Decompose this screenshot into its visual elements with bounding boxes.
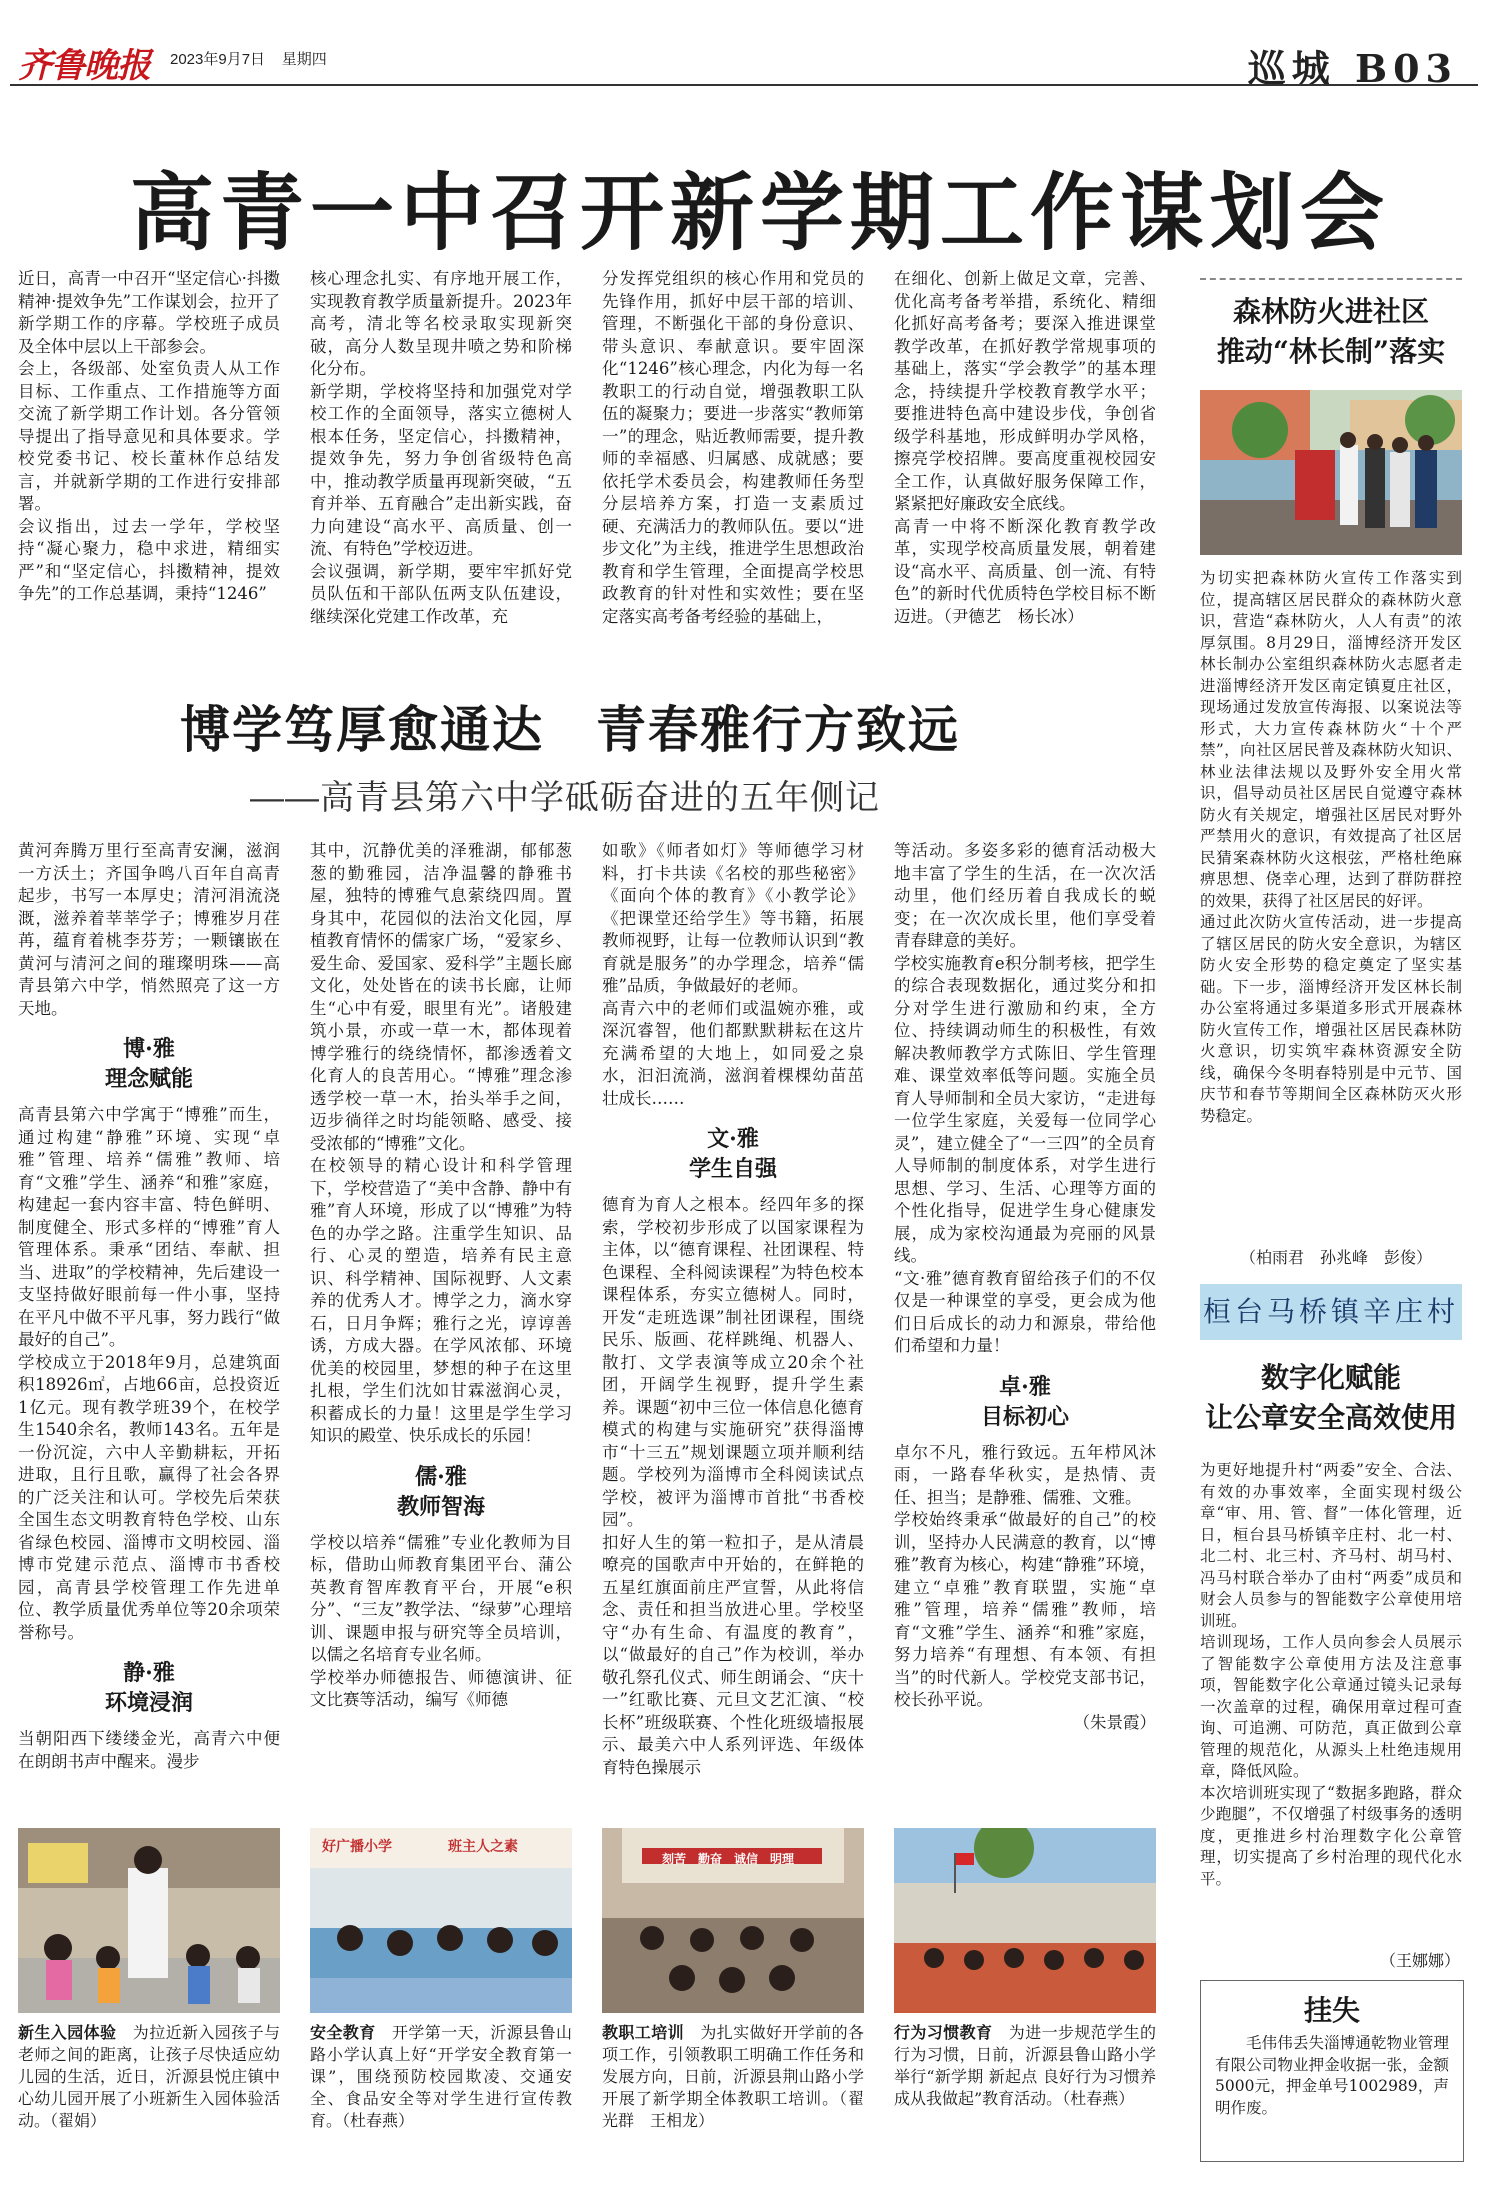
lost-notice-title: 挂失 bbox=[1303, 1994, 1360, 2027]
sidebar1-headline bbox=[1200, 292, 1462, 372]
photo-behavior-education bbox=[894, 1828, 1156, 2013]
sidebar2-byline: （王娜娜） bbox=[1380, 1951, 1461, 1970]
sidebar1-text: 为切实把森林防火宣传工作落实到位，提高辖区居民群众的森林防火意识，营造“森林防火，人人有责”的浓厚氛围。8月29日，淄博经济开发区林长制办公室组织森林防火志愿者走进淄博经济开发区南定镇夏庄社区，现场通过发放宣传海报、以案说法等形式，大力宣传森林防火“十个严禁”，向社区居民普及森林防火知识、林业法律法规以及野外安全用火常识，倡导动员社区居民自觉遵守森林防火有关规定，增强社区居民对野外严禁用火的意识，有效提高了社区居民猜案森林防火这根弦，严格杜绝麻痹思想、侥幸心理，达到了群防群控的效果，获得了社区居民的好评。 通过此次防火宣传活动，进一步提高了辖区居民的防火安全意识，为辖区防火安全形势的稳定奠定了坚实基础。下一步，淄博经济开发区林长制办公室将通过多渠道多形式开展森林防火宣传工作，增强社区居民森林防火意识，切实筑牢森林资源安全防线，确保今冬明春特别是中元节、国庆节和春节等期间全区森林防灭火形势稳定。 bbox=[1200, 569, 1462, 1125]
sidebar2-label-box: 桓台马桥镇辛庄村 bbox=[1200, 1284, 1462, 1340]
section-title-text: 静·雅 bbox=[123, 1660, 175, 1686]
sidebar2-headline bbox=[1200, 1358, 1462, 1438]
training-banner: 刻苦 勤奋 诚信 明理 bbox=[662, 1852, 795, 1866]
section-subtitle-text: 环境浸润 bbox=[104, 1690, 193, 1716]
issue-date bbox=[170, 48, 327, 69]
section-heading bbox=[894, 1372, 1156, 1432]
lost-notice-text: 毛伟伟丢失淄博通乾物业管理有限公司物业押金收据一张，金额5000元，押金单号1002989，声明作废。 bbox=[1215, 2034, 1449, 2117]
masthead-rule bbox=[10, 84, 1478, 86]
caption-title: 教职工培训 bbox=[602, 2023, 684, 2042]
article2-col2 bbox=[310, 840, 572, 1712]
section-heading bbox=[18, 1034, 280, 1094]
section-title-text: 儒·雅 bbox=[415, 1463, 467, 1490]
caption-byline: （翟娟） bbox=[50, 2111, 107, 2130]
weekday-text: 星期四 bbox=[281, 51, 327, 68]
section-subtitle-text: 目标初心 bbox=[980, 1403, 1069, 1430]
article2-col1 bbox=[18, 840, 280, 1773]
section-subtitle-text: 教师智海 bbox=[396, 1493, 485, 1520]
classroom-banner: 好广播小学 班主人之素 bbox=[322, 1839, 518, 1855]
article2-col3-text: 如歌》《师者如灯》等师德学习材料，打卡共读《名校的那些秘密》《面向个体的教育》《小教学论》《把课堂还给学生》等书籍，拓展教师视野，让每一位教师认识到“教育就是服务”的办学理念，培养“儒雅”品质，争做最好的老师。 高青六中的老师们或温婉亦雅，或深沉睿智，他们都默默耕耘在这片充满希望的大地上，如同爱之泉水，汩汩流淌，滋润着棵棵幼苗茁壮成长…… bbox=[602, 841, 864, 1108]
photo-teacher-training bbox=[602, 1828, 864, 2013]
article2-subhead: ——高青县第六中学砥砺奋进的五年侧记 bbox=[250, 779, 880, 817]
sidebar-divider bbox=[1200, 278, 1462, 280]
photo-kindergarten bbox=[18, 1828, 280, 2013]
caption-byline: （翟光群 王相龙） bbox=[602, 2089, 864, 2130]
photo-caption bbox=[18, 2022, 280, 2132]
caption-title: 行为习惯教育 bbox=[894, 2023, 993, 2042]
article1-col3: 分发挥党组织的核心作用和党员的先锋作用，抓好中层干部的培训、管理，不断强化干部的身份意识、带头意识、奉献意识。要牢固深化“1246”核心理念，内化为每一名教职工的行动自觉，增强教职工队伍的凝聚力；要进一步落实“教师第一”的理念，贴近教师需要，提升教师的幸福感、归属感、成就感；要依托学术委员会，构建教师任务型分层培养方案，打造一支素质过硬、充满活力的教师队伍。要以“进步文化”为主线，推进学生思想政治教育和学生管理，全面提高学校思政教育的针对性和实效性；要在坚定落实高考备考经验的基础上， bbox=[602, 269, 864, 626]
article1-col1: 近日，高青一中召开“坚定信心·抖擞精神·提效争先”工作谋划会，拉开了新学期工作的序幕。学校班子成员及全体中层以上干部参会。 会上，各级部、处室负责人从工作目标、工作重点、工作措施等方面交流了新学期工作计划。各分管领导提出了指导意见和具体要求。学校党委书记、校长董林作总结发言，并就新学期的工作进行安排部署。 会议指出，过去一学年，学校坚持“凝心聚力，稳中求进，精细实严”和“坚定信心，抖擞精神，提效争先”的工作总基调，秉持“1246” bbox=[18, 269, 280, 603]
lost-notice bbox=[1200, 1980, 1464, 2162]
article2-headline: 博学笃厚愈通达 青春雅行方致远 bbox=[180, 700, 960, 759]
article2-byline: （朱景霞） bbox=[1073, 1712, 1156, 1732]
caption-byline: （杜春燕） bbox=[1062, 2089, 1135, 2108]
section-body: 卓尔不凡，雅行致远。五年栉风沐雨，一路春华秋实，是热情、责任、担当；是静雅、儒雅、文雅。 学校始终秉承“做最好的自己”的校训，坚持办人民满意的教育，以“博雅”教育为核心，构建“静雅”环境，建立“卓雅”教育联盟，实施“卓雅”管理，培养“儒雅”教师，培育“文雅”学生、涵养“和雅”家庭，努力培养“有理想、有本领、有担当”的时代新人。学校党支部书记，校长孙平说。 bbox=[894, 1442, 1156, 1709]
playground-assembly-photo bbox=[894, 1828, 1156, 2013]
headline-line: 推动“林长制”落实 bbox=[1216, 335, 1446, 368]
article2-col4 bbox=[894, 840, 1156, 1734]
section-body: 德育为育人之根本。经四年多的探索，学校初步形成了以国家课程为主体，以“德育课程、社团课程、特色课程、全科阅读课程”为特色校本课程体系，夯实立德树人。同时，开发“走班选课”制社团课程，围绕民乐、版画、花样跳绳、机器人、散打、文学表演等成立20余个社团，开阔学生视野，提升学生素养。课题“初中三位一体信息化德育模式的构建与实施研究”获得淄博市“十三五”规划课题立项并顺利结题。学校列为淄博市全科阅读试点学校，被评为淄博市首批“书香校园”。 扣好人生的第一粒扣子，是从清晨嘹亮的国歌声中开始的，在鲜艳的五星红旗面前庄严宣誓，从此将信念、责任和担当放进心里。学校坚守“办有生命、有温度的教育”，以“做最好的自己”作为校训，举办敬孔祭孔仪式、师生朗诵会、“庆十一”红歌比赛、元旦文艺汇演、“校长杯”班级联赛、个性化班级墙报展示、最美六中人系列评选、年级体育特色操展示 bbox=[602, 1195, 864, 1777]
caption-text: 为拉近新入园孩子与老师之间的距离，让孩子尽快适应幼儿园的生活，近日，沂源县悦庄镇中心幼儿园开展了小班新生入园体验活动。 bbox=[18, 2023, 280, 2130]
date-text: 2023年9月7日 bbox=[170, 51, 266, 68]
article2-col2-text: 其中，沉静优美的泽雅湖，郁郁葱葱的勤雅园，洁净温馨的静雅书屋，独特的博雅气息萦绕四周。置身其中，花园似的法治文化园，厚植教育情怀的儒家广场，“爱家乡、爱生命、爱国家、爱科学”主题长廊文化，处处皆在的读书长廊，让师生“心中有爱，眼里有光”。诸般建筑小景，亦或一草一木，都体现着博学雅行的绕绕情怀，都渗透着文化育人的良苦用心。“博雅”理念渗透学校一草一木，抬头举手之间，迈步徜徉之时均能领略、感受、接受浓郁的“博雅”文化。 在校领导的精心设计和科学管理下，学校营造了“美中含静、静中有雅”育人环境，形成了以“博雅”为特色的办学之路。注重学生知识、品行、心灵的塑造，培养有民主意识、科学精神、国际视野、人文素养的优秀人才。博学之力，滴水穿石，日月争辉；雅行之光，谆谆善诱，方成大器。在学风浓郁、环境优美的校园里，梦想的种子在这里扎根，学生们沈如甘霖滋润心灵，积蓄成长的力量！这里是学生学习知识的殿堂、快乐成长的乐园！ bbox=[310, 841, 572, 1445]
caption-byline: （杜春燕） bbox=[342, 2111, 415, 2130]
section-body: 学校以培养“儒雅”专业化教师为目标，借助山师教育集团平台、蒲公英教育智库教育平台，开展“e积分”、“三友”教学法、“绿萝”心理培训、课题申报与研究等全员培训，以儒之名培育专业名师。 学校举办师德报告、师德演讲、征文比赛等活动，编写《师德 bbox=[310, 1532, 572, 1709]
article1-col4-text: 在细化、创新上做足文章，完善、优化高考备考举措，系统化、精细化抓好高考备考；要深入推进课堂教学改革，在抓好教学常规事项的基础上，落实“学会教学”的基本理念，持续提升学校教育教学水平；要推进特色高中建设步伐，争创省级学科基地，形成鲜明办学风格，擦亮学校招牌。要高度重视校园安全工作，认真做好服务保障工作，紧紧把好廉政安全底线。 高青一中将不断深化教育教学改革，实现学校高质量发展，朝着建设“高水平、高质量、创一流、有特色”的新时代优质特色学校目标不断迈进。 bbox=[894, 269, 1156, 626]
article2-intro: 黄河奔腾万里行至高青安澜，滋润一方沃土；齐国争鸣八百年自高青起步，书写一本厚史；清河涓流浇溉，滋养着莘莘学子；博雅岁月荏苒，蕴育着桃李芬芳；一颗镶嵌在黄河与清河之间的璀璨明珠——高青县第六中学，悄然照亮了这一方天地。 bbox=[18, 841, 280, 1018]
article2-col3 bbox=[602, 840, 864, 1779]
page-number: B03 bbox=[1355, 46, 1458, 91]
kindergarten-photo bbox=[18, 1828, 280, 2013]
sidebar1-byline: （柏雨君 孙兆峰 彭俊） bbox=[1240, 1248, 1433, 1267]
headline-line: 让公章安全高效使用 bbox=[1204, 1401, 1457, 1434]
section-title-text: 文·雅 bbox=[707, 1126, 759, 1152]
article1-col4 bbox=[894, 268, 1156, 628]
article1-headline: 高青一中召开新学期工作谋划会 bbox=[130, 163, 1391, 262]
section-subtitle-text: 理念赋能 bbox=[104, 1066, 193, 1092]
section-body: 当朝阳西下缕缕金光，高青六中便在朗朗书声中醒来。漫步 bbox=[18, 1729, 280, 1771]
section-heading bbox=[602, 1124, 864, 1184]
photo-caption bbox=[310, 2022, 572, 2132]
photo-caption bbox=[602, 2022, 864, 2132]
caption-title: 安全教育 bbox=[310, 2023, 376, 2042]
photo-safety-education bbox=[310, 1828, 572, 2013]
headline-line: 森林防火进社区 bbox=[1232, 295, 1429, 328]
section-name: 巡城 bbox=[1247, 46, 1336, 91]
sidebar2-text: 为更好地提升村“两委”安全、合法、有效的办事效率，全面实现村级公章“审、用、管、督”一体化管理，近日，桓台县马桥镇辛庄村、北一村、北二村、北三村、齐马村、胡马村、冯马村联合举办了由村“两委”成员和财会人员参与的智能数字公章使用培训班。 培训现场，工作人员向参会人员展示了智能数字公章使用方法及注意事项，智能数字化公章通过镜头记录每一次盖章的过程，确保用章过程可查询、可追溯、可防范，真正做到公章管理的规范化，从源头上杜绝违规用章，降低风险。 本次培训班实现了“数据多跑路，群众少跑腿”，不仅增强了村级事务的透明度，更推进乡村治理数字化公章管理，切实提高了乡村治理的现代化水平。 bbox=[1200, 1461, 1462, 1888]
caption-text: 为进一步规范学生的行为习惯，日前，沂源县鲁山路小学举行“新学期 新起点 良好行为习惯养成从我做起”教育活动。 bbox=[894, 2023, 1156, 2108]
photo-caption bbox=[894, 2022, 1156, 2110]
article2-col4-text: 等活动。多姿多彩的德育活动极大地丰富了学生的生活，在一次次活动里，他们经历着自我成长的蜕变；在一次次成长里，他们享受着青春肆意的美好。 学校实施教育e积分制考核，把学生的综合表现数据化，通过奖分和扣分对学生进行激励和约束，全方位、持续调动师生的积极性，有效解决教师教学方式陈旧、学生管理难、课堂效率低等问题。实施全员育人导师制和全员大家访，“走进每一位学生家庭，关爱每一位同学心灵”，建立健全了“一三四”的全员育人导师制的制度体系，对学生进行思想、学习、生活、心理等方面的个性化指导，促进学生身心健康发展，成为家校沟通最为亮丽的风景线。 “文·雅”德育教育留给孩子们的不仅仅是一种课堂的享受，更会成为他们日后成长的动力和源泉，带给他们希望和力量！ bbox=[894, 841, 1156, 1355]
caption-title: 新生入园体验 bbox=[18, 2023, 117, 2042]
section-body: 高青县第六中学寓于“博雅”而生，通过构建“静雅”环境、实现“卓雅”管理、培养“儒雅”教师、培育“文雅”学生、涵养“和雅”家庭，构建起一套内容丰富、特色鲜明、制度健全、形式多样的“博雅”育人管理体系。秉承“团结、奉献、担当、进取”的学校精神，先后建设一支坚持做好眼前每一件小事，坚持在平凡中做不平凡事，努力践行“做最好的自己”。 学校成立于2018年9月，总建筑面积18926㎡，占地66亩，总投资近1亿元。现有教学班39个，在校学生1540余名，教师143名。五年是一份沉淀，六中人辛勤耕耘，开拓进取，且行且歌，赢得了社会各界的广泛关注和认可。学校先后荣获全国生态文明教育特色学校、山东省绿色校园、淄博市文明校园、淄博市党建示范点、淄博市书香校园，高青县学校管理工作先进单位、教学质量优秀单位等20余项荣誉称号。 bbox=[18, 1105, 280, 1642]
article1-col2: 核心理念扎实、有序地开展工作，实现教育教学质量新提升。2023年高考，清北等名校录取实现新突破，高分人数呈现井喷之势和阶梯化分布。 新学期，学校将坚持和加强党对学校工作的全面领导，落实立德树人根本任务，坚定信心，抖擞精神，提效争先，努力争创省级特色高中，推动教学质量再现新突破，“五育并举、五育融合”走出新实践，奋力向建设“高水平、高质量、创一流、有特色”学校迈进。 会议强调，新学期，要牢牢抓好党员队伍和干部队伍两支队伍建设，继续深化党建工作改革，充 bbox=[310, 269, 572, 626]
article1-byline: （尹德艺 杨长冰） bbox=[943, 606, 1084, 626]
section-subtitle-text: 学生自强 bbox=[688, 1156, 777, 1182]
caption-text: 开学第一天，沂源县鲁山路小学认真上好“开学安全教育第一课”，围绕预防校园欺凌、交通安全、食品安全等对学生进行宣传教育。 bbox=[310, 2023, 572, 2130]
headline-line: 数字化赋能 bbox=[1260, 1361, 1401, 1394]
section-heading bbox=[310, 1462, 572, 1522]
sidebar1-photo bbox=[1200, 390, 1462, 555]
caption-text: 为扎实做好开学前的各项工作，引领教职工明确工作任务和发展方向，日前，沂源县荆山路小学开展了新学期全体教职工培训。 bbox=[602, 2023, 864, 2108]
section-title-text: 卓·雅 bbox=[999, 1373, 1051, 1400]
newspaper-logo: 齐鲁晚报 bbox=[18, 46, 150, 86]
section-title-text: 博·雅 bbox=[123, 1036, 175, 1062]
section-heading bbox=[18, 1658, 280, 1718]
forest-fire-publicity-photo bbox=[1200, 390, 1462, 555]
